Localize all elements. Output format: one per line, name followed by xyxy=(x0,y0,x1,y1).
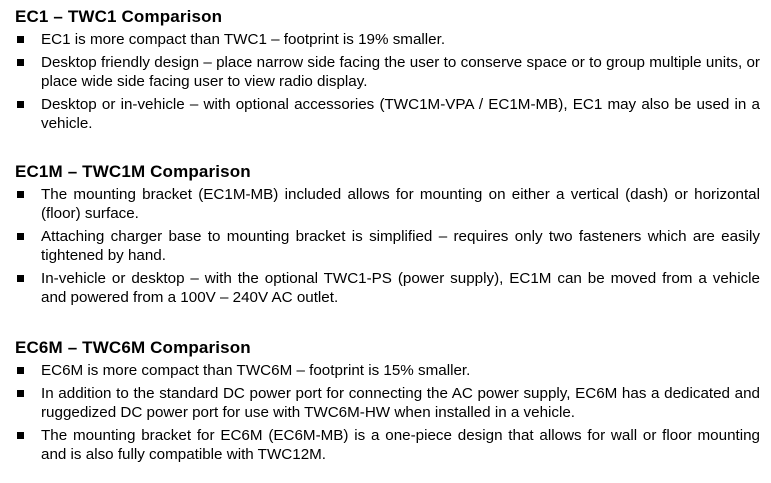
square-bullet-icon xyxy=(17,367,24,374)
list-item-text: EC1 is more compact than TWC1 – footprint is 19% smaller. xyxy=(41,31,446,48)
list-item-text: Desktop or in-vehicle – with optional accessories (TWC1M-VPA / EC1M-MB), EC1 may also be used in a vehicle. xyxy=(41,96,760,132)
bullet-list xyxy=(15,185,760,307)
list-item-text: EC6M is more compact than TWC6M – footprint is 15% smaller. xyxy=(41,362,471,379)
list-item xyxy=(15,384,760,422)
square-bullet-icon xyxy=(17,390,24,397)
list-item xyxy=(15,95,760,133)
square-bullet-icon xyxy=(17,432,24,439)
list-item-text: Attaching charger base to mounting bracket is simplified – requires only two fasteners which are easily tightened by hand. xyxy=(41,228,760,264)
square-bullet-icon xyxy=(17,233,24,240)
list-item xyxy=(15,227,760,265)
list-item-text: In-vehicle or desktop – with the optional TWC1-PS (power supply), EC1M can be moved from a vehicle and powered from a 100V – 240V AC outlet. xyxy=(41,270,760,306)
square-bullet-icon xyxy=(17,101,24,108)
square-bullet-icon xyxy=(17,36,24,43)
list-item xyxy=(15,426,760,464)
square-bullet-icon xyxy=(17,191,24,198)
list-item xyxy=(15,269,760,307)
bullet-list xyxy=(15,361,760,464)
list-item-text: The mounting bracket for EC6M (EC6M-MB) is a one-piece design that allows for wall or floor mounting and is also fully compatible with TWC12M. xyxy=(41,427,760,463)
section-title: EC1M – TWC1M Comparison xyxy=(15,162,251,181)
section-title: EC1 – TWC1 Comparison xyxy=(15,7,223,26)
list-item xyxy=(15,361,760,380)
square-bullet-icon xyxy=(17,275,24,282)
bullet-list xyxy=(15,30,760,133)
list-item xyxy=(15,30,760,49)
list-item-text: In addition to the standard DC power port for connecting the AC power supply, EC6M has a dedicated and ruggedized DC power port for use with TWC6M-HW when installed in a vehicle. xyxy=(41,385,760,421)
section-ec6m-twc6m xyxy=(15,338,760,468)
list-item-text: Desktop friendly design – place narrow side facing the user to conserve space or to group multiple units, or place wide side facing user to view radio display. xyxy=(41,54,760,90)
list-item xyxy=(15,185,760,223)
square-bullet-icon xyxy=(17,59,24,66)
section-ec1-twc1 xyxy=(15,7,760,137)
section-ec1m-twc1m xyxy=(15,162,760,311)
list-item xyxy=(15,53,760,91)
section-title: EC6M – TWC6M Comparison xyxy=(15,338,251,357)
list-item-text: The mounting bracket (EC1M-MB) included allows for mounting on either a vertical (dash) or horizontal (floor) surface. xyxy=(41,186,760,222)
